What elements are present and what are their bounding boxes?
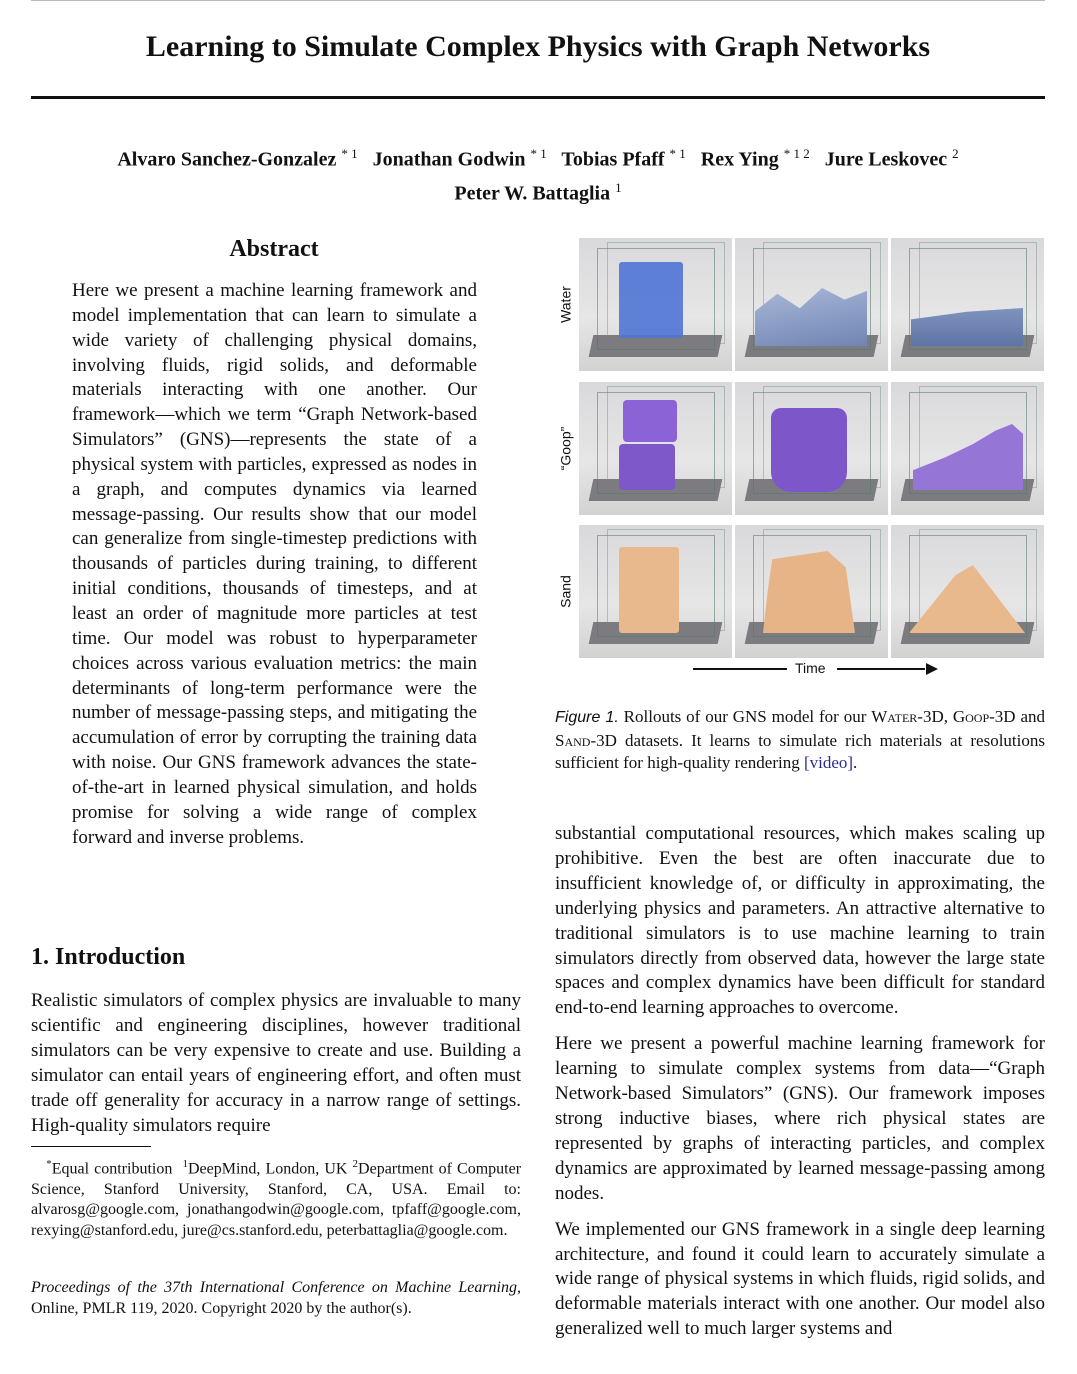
dataset-water: Water-3D (871, 707, 944, 726)
arrow-right-icon (926, 663, 938, 675)
figure-caption: Figure 1. Rollouts of our GNS model for our Water-3D, Goop-3D and Sand-3D datasets. It learns to simulate rich materials at resolutions sufficient for high-quality rendering [video]. (555, 707, 1046, 772)
row-label-goop: “Goop” (557, 426, 574, 471)
abstract-heading: Abstract (229, 236, 319, 262)
paragraph: substantial computational resources, which makes scaling up prohibitive. Even the best are often inaccurate due to insufficient knowledge of, or difficulty in approximating, the underlying physics and parameters. An attractive alternative to traditional simulators is to use machine learning to train simulators directly from observed data, however the large state spaces and complex dynamics have been difficult for standard end-to-end learning approaches to overcome. (555, 823, 1045, 1019)
right-column-text (555, 822, 1045, 1353)
author-affiliation: * 1 2 (783, 146, 810, 161)
author-list (31, 140, 1045, 207)
time-axis-label: Time (795, 660, 826, 676)
footnote: *Equal contribution $^1$DeepMind, London, UK $^2$Department of Computer Science, Stanford University, Stanford, CA, USA. Email to: alvarosg@google.com, jonathangodwin@google.com, tpfaff@google.com, rexying@stanford.edu, jure@cs.stanford.edu, peterbattaglia@google.com. (31, 1158, 522, 1239)
author-affiliation: * 1 (669, 146, 686, 161)
author-name: Alvaro Sanchez-Gonzalez (117, 148, 337, 171)
goop-frame-2 (735, 382, 888, 515)
goop-frame-3 (891, 382, 1044, 515)
footnote-aff1: DeepMind, London, UK (188, 1160, 348, 1178)
row-label-water: Water (557, 286, 574, 323)
introduction-heading: 1. Introduction (31, 944, 186, 970)
footnote-email: Email to: alvarosg@google.com, jonathangodwin@google.com, tpfaff@google.com, rexying@stanford.edu, jure@cs.stanford.edu, peterbattaglia@google.com. (31, 1180, 521, 1239)
author-affiliation: 1 (615, 179, 622, 195)
author-affiliation: 2 (952, 146, 959, 161)
sand-frame-1 (579, 525, 732, 658)
water-frame-2 (735, 238, 888, 371)
paragraph: We implemented our GNS framework in a single deep learning architecture, and found it could learn to accurately simulate a wide range of physical systems in which fluids, rigid solids, and deformable materials interact with one another. Our model also generalized well to much larger systems and (555, 1218, 1045, 1340)
sand-frame-3 (891, 525, 1044, 658)
introduction-text: Realistic simulators of complex physics are invaluable to many scientific and engineering disciplines, however traditional simulators can be very expensive to create and use. Building a simulator can entail years of engineering effort, and often must trade off generality for accuracy in a narrow range of settings. High-quality simulators require (31, 990, 521, 1136)
sand-frame-2 (735, 525, 888, 658)
proceedings-venue: Proceedings of the 37th International Conference on Machine Learning (31, 1279, 517, 1296)
footnote-rule (31, 1146, 151, 1147)
top-rule (31, 0, 1045, 1)
figure-rollouts (555, 232, 1045, 682)
dataset-sand: Sand-3D (555, 730, 617, 750)
dataset-goop: Goop-3D (952, 707, 1016, 726)
author-name: Rex Ying (700, 148, 779, 171)
author-name: Tobias Pfaff (561, 148, 665, 171)
paragraph: Here we present a powerful machine learning framework for learning to simulate complex systems from data—“Graph Network-based Simulators” (GNS). Our framework imposes strong inductive biases, where rich physical states are represented by graphs of interacting particles, and complex dynamics are approximated by learned message-passing among nodes. (555, 1033, 1045, 1204)
footnote-equal: Equal contribution (51, 1160, 173, 1178)
title-rule (31, 96, 1045, 99)
proceedings-rest: , Online, PMLR 119, 2020. Copyright 2020 by the author(s). (31, 1279, 521, 1317)
goop-frame-1 (579, 382, 732, 515)
water-frame-1 (579, 238, 732, 371)
time-axis (693, 660, 928, 676)
author-name: Jure Leskovec (824, 148, 948, 171)
author-affiliation: * 1 (530, 146, 547, 161)
author-name: Jonathan Godwin (372, 148, 526, 171)
abstract-text: Here we present a machine learning framework and model implementation that can learn to simulate a wide variety of challenging physical domains, involving fluids, rigid solids, and deformable materials interacting with one another. Our framework—which we term “Graph Network-based Simulators” (GNS)—represents the state of a physical system with particles, expressed as nodes in a graph, and computes dynamics via learned message-passing. Our results show that our model can generalize from single-timestep predictions with thousands of particles during training, to different initial conditions, thousands of timesteps, and at least an order of magnitude more particles at test time. Our model was robust to hyperparameter choices across various evaluation metrics: the main determinants of long-term performance were the number of message-passing steps, and mitigating the accumulation of error by corrupting the training data with noise. Our GNS framework advances the state-of-the-art in learned physical simulation, and holds promise for solving a wide range of complex forward and inverse problems. (72, 280, 477, 848)
water-frame-3 (891, 238, 1044, 371)
footnote-aff2: Department of Computer Science, Stanford University, Stanford, CA, USA. (31, 1160, 522, 1198)
caption-label: Figure 1. (555, 709, 619, 726)
author-affiliation: * 1 (341, 146, 358, 161)
row-label-sand: Sand (557, 575, 574, 608)
paper-title: Learning to Simulate Complex Physics with Graph Networks (145, 30, 931, 63)
video-link[interactable]: [video] (803, 753, 854, 772)
proceedings-note (31, 1278, 521, 1319)
author-name: Peter W. Battaglia (454, 182, 611, 205)
